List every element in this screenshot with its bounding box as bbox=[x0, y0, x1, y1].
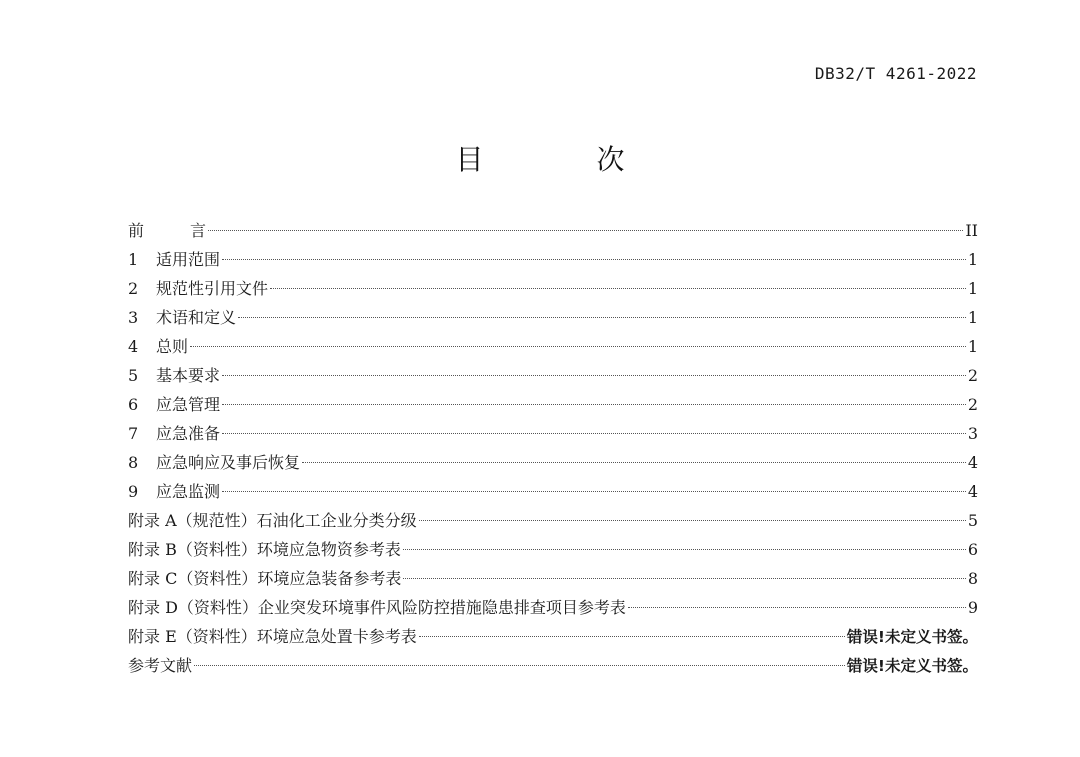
toc-entry-label: 2 规范性引用文件 bbox=[128, 279, 269, 298]
toc-page-number: 8 bbox=[967, 569, 978, 588]
toc-page-number: 5 bbox=[967, 511, 978, 530]
toc-entry-1[interactable] bbox=[128, 245, 978, 274]
toc-page-number: II bbox=[965, 221, 978, 240]
dot-leader bbox=[208, 230, 963, 231]
dot-leader bbox=[270, 288, 966, 289]
toc-entry-7[interactable] bbox=[128, 419, 978, 448]
toc-entry-6[interactable] bbox=[128, 390, 978, 419]
table-of-contents bbox=[128, 216, 978, 680]
toc-entry-label: 前 言 bbox=[128, 221, 207, 240]
toc-page-error: 错误!未定义书签。 bbox=[846, 628, 978, 646]
toc-page-number: 2 bbox=[967, 366, 978, 385]
toc-page-number: 1 bbox=[967, 337, 978, 356]
page-title: 目 次 bbox=[455, 143, 677, 176]
toc-entry-appendix-b[interactable] bbox=[128, 535, 978, 564]
toc-entry-appendix-e[interactable] bbox=[128, 622, 978, 651]
dot-leader bbox=[222, 433, 966, 434]
toc-entry-label: 6 应急管理 bbox=[128, 395, 221, 414]
toc-entry-label: 附录 A（规范性）石油化工企业分类分级 bbox=[128, 511, 417, 530]
toc-entry-label: 附录 B（资料性）环境应急物资参考表 bbox=[128, 540, 401, 559]
dot-leader bbox=[403, 578, 965, 579]
toc-entry-label: 附录 C（资料性）环境应急装备参考表 bbox=[128, 569, 402, 588]
toc-entry-3[interactable] bbox=[128, 303, 978, 332]
toc-page-number: 4 bbox=[967, 453, 978, 472]
toc-entry-label: 9 应急监测 bbox=[128, 482, 221, 501]
toc-entry-4[interactable] bbox=[128, 332, 978, 361]
document-code: DB32/T 4261-2022 bbox=[814, 64, 977, 83]
toc-entry-label: 5 基本要求 bbox=[128, 366, 221, 385]
toc-entry-5[interactable] bbox=[128, 361, 978, 390]
dot-leader bbox=[238, 317, 966, 318]
toc-entry-preface[interactable] bbox=[128, 216, 978, 245]
toc-entry-references[interactable] bbox=[128, 651, 978, 680]
dot-leader bbox=[222, 259, 966, 260]
toc-page-error: 错误!未定义书签。 bbox=[846, 657, 978, 675]
toc-entry-appendix-a[interactable] bbox=[128, 506, 978, 535]
toc-entry-appendix-c[interactable] bbox=[128, 564, 978, 593]
toc-page-number: 1 bbox=[967, 250, 978, 269]
toc-entry-label: 3 术语和定义 bbox=[128, 308, 237, 327]
toc-entry-label: 附录 E（资料性）环境应急处置卡参考表 bbox=[128, 627, 417, 646]
toc-entry-appendix-d[interactable] bbox=[128, 593, 978, 622]
toc-page-number: 3 bbox=[967, 424, 978, 443]
dot-leader bbox=[302, 462, 966, 463]
dot-leader bbox=[403, 549, 966, 550]
toc-page-number: 9 bbox=[967, 598, 978, 617]
toc-page-number: 4 bbox=[967, 482, 978, 501]
toc-entry-label: 8 应急响应及事后恢复 bbox=[128, 453, 301, 472]
dot-leader bbox=[222, 404, 966, 405]
toc-entry-label: 参考文献 bbox=[128, 656, 193, 675]
toc-page-number: 1 bbox=[967, 279, 978, 298]
toc-entry-8[interactable] bbox=[128, 448, 978, 477]
toc-entry-label: 4 总则 bbox=[128, 337, 189, 356]
toc-entry-2[interactable] bbox=[128, 274, 978, 303]
toc-page-number: 2 bbox=[967, 395, 978, 414]
toc-entry-9[interactable] bbox=[128, 477, 978, 506]
dot-leader bbox=[419, 636, 845, 637]
dot-leader bbox=[419, 520, 966, 521]
toc-entry-label: 1 适用范围 bbox=[128, 250, 221, 269]
dot-leader bbox=[222, 491, 966, 492]
toc-page-number: 6 bbox=[967, 540, 978, 559]
toc-entry-label: 附录 D（资料性）企业突发环境事件风险防控措施隐患排查项目参考表 bbox=[128, 598, 626, 617]
dot-leader bbox=[628, 607, 966, 608]
toc-entry-label: 7 应急准备 bbox=[128, 424, 221, 443]
toc-page-number: 1 bbox=[967, 308, 978, 327]
dot-leader bbox=[190, 346, 966, 347]
dot-leader bbox=[222, 375, 966, 376]
dot-leader bbox=[194, 665, 845, 666]
